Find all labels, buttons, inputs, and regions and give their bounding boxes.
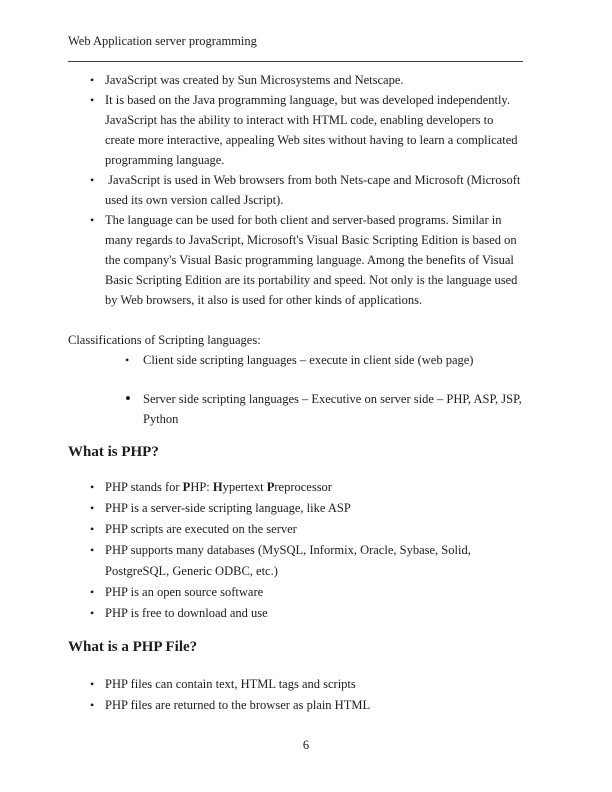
list-item <box>68 70 525 90</box>
list-item <box>68 540 525 582</box>
bullet-icon: • <box>90 606 95 620</box>
bullet-icon: • <box>90 677 95 691</box>
list-item <box>68 477 525 498</box>
bullet-icon: • <box>90 543 95 557</box>
page-header: Web Application server programming <box>68 34 257 48</box>
list-item <box>68 519 525 540</box>
page-content <box>68 70 525 716</box>
bullet-icon: • <box>90 213 95 227</box>
page-number: 6 <box>302 738 310 752</box>
list-item-text: PHP supports many databases (MySQL, Informix, Oracle, Sybase, Solid, PostgreSQL, Generic ODBC, etc.) <box>105 543 474 578</box>
list-item <box>68 90 525 170</box>
list-item <box>68 582 525 603</box>
list-item-text: PHP scripts are executed on the server <box>105 522 297 536</box>
bullet-icon: • <box>90 480 95 494</box>
list-item <box>68 695 525 716</box>
list-item-text: PHP is a server-side scripting language, like ASP <box>105 501 351 515</box>
bullet-icon: • <box>90 522 95 536</box>
javascript-bullet-list <box>68 70 525 310</box>
list-item-text: Server side scripting languages – Executive on server side – PHP, ASP, JSP, Python <box>143 392 525 426</box>
heading-what-is-php: What is PHP? <box>68 444 159 460</box>
list-item-text: JavaScript is used in Web browsers from both Nets-cape and Microsoft (Microsoft used its own version called Jscript). <box>105 173 524 207</box>
list-item-text: The language can be used for both client and server-based programs. Similar in many regards to JavaScript, Microsoft's Visual Basic Scripting Edition is based on the company's Visual Basic programming language. Among the benefits of Visual Basic Scripting Edition are its portability and speed. Not only is the language used by Web browsers, it also is used for other kinds of applications. <box>105 213 521 307</box>
list-item <box>68 674 525 695</box>
list-item-text: Client side scripting languages – execute in client side (web page) <box>143 353 474 367</box>
list-item-text: It is based on the Java programming language, but was developed independently. JavaScript has the ability to interact with HTML code, enabling developers to create more interactive, appealing Web sites without having to learn a complicated programming language. <box>105 93 521 167</box>
php-bullet-list <box>68 477 525 624</box>
list-item-text: PHP is free to download and use <box>105 606 268 620</box>
bullet-icon: • <box>90 501 95 515</box>
classification-bullet-list <box>68 350 525 429</box>
bullet-icon: • <box>90 173 95 187</box>
list-item-text: PHP files are returned to the browser as plain HTML <box>105 698 371 712</box>
bullet-icon: • <box>90 698 95 712</box>
list-item <box>68 350 525 370</box>
list-item <box>68 210 525 310</box>
list-item <box>68 498 525 519</box>
list-item-text: PHP stands for PHP: Hypertext Preprocessor <box>105 480 332 494</box>
list-item <box>68 170 525 210</box>
header-divider <box>68 61 523 62</box>
list-item-text: PHP files can contain text, HTML tags and scripts <box>105 677 356 691</box>
php-file-bullet-list <box>68 674 525 716</box>
bullet-icon: • <box>90 585 95 599</box>
list-item-text: PHP is an open source software <box>105 585 264 599</box>
bullet-icon: • <box>125 389 131 408</box>
bullet-icon: • <box>90 93 95 107</box>
bullet-icon: • <box>90 73 95 87</box>
bullet-icon: • <box>125 353 130 367</box>
classifications-label: Classifications of Scripting languages: <box>68 333 261 347</box>
list-item <box>68 389 525 429</box>
heading-what-is-php-file: What is a PHP File? <box>68 639 198 655</box>
list-item-text: JavaScript was created by Sun Microsystems and Netscape. <box>105 73 404 87</box>
list-item <box>68 603 525 624</box>
